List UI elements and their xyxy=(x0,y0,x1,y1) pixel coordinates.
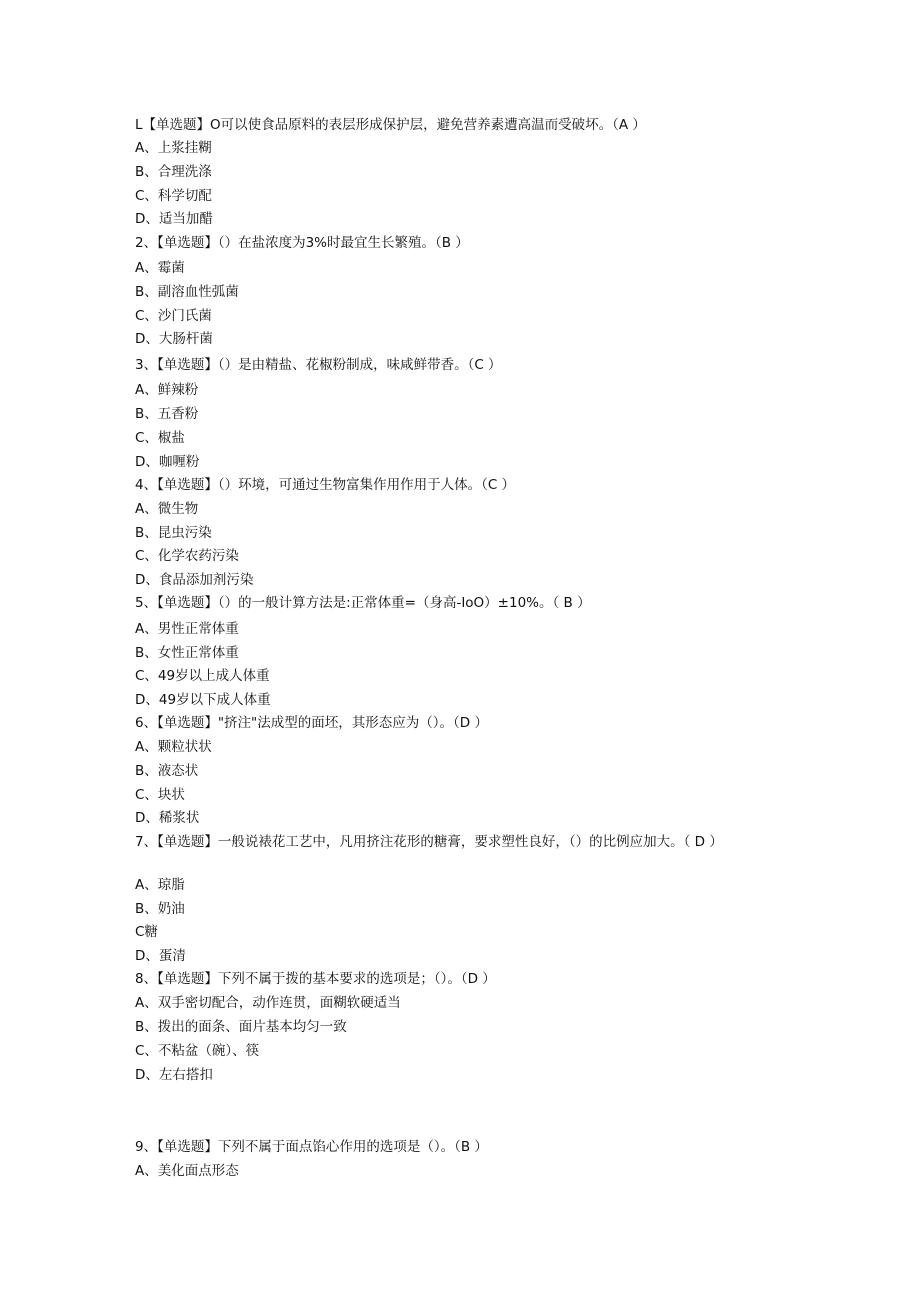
question-4-option-d: D、食品添加剂污染 xyxy=(135,572,254,588)
question-2-option-c: C、沙门氏菌 xyxy=(135,308,212,324)
question-5-stem: 5、【单选题】（）的一般计算方法是:正常体重=（身高-IoO）±10%。（ B ） xyxy=(135,595,591,611)
question-4-option-b: B、昆虫污染 xyxy=(135,525,212,541)
question-4-option-c: C、化学农药污染 xyxy=(135,548,239,564)
question-6-option-a: A、颗粒状状 xyxy=(135,739,212,755)
question-6-option-d: D、稀浆状 xyxy=(135,810,200,826)
question-5-option-b: B、女性正常体重 xyxy=(135,645,239,661)
question-1-stem: L【单选题】O可以使食品原料的表层形成保护层，避免营养素遭高温而受破坏。（A ） xyxy=(135,117,646,133)
question-7-option-c: C糖 xyxy=(135,924,158,940)
question-2-option-a: A、霉菌 xyxy=(135,260,185,276)
question-8-option-a: A、双手密切配合，动作连贯，面糊软硬适当 xyxy=(135,995,401,1011)
question-7-stem: 7、【单选题】一般说裱花工艺中，凡用挤注花形的糖膏，要求塑性良好，（）的比例应加大。（ D ） xyxy=(135,834,723,850)
question-3-stem: 3、【单选题】（）是由精盐、花椒粉制成，味咸鲜带香。（C ） xyxy=(135,357,502,373)
question-2-option-d: D、大肠杆菌 xyxy=(135,331,213,347)
question-7-option-a: A、琼脂 xyxy=(135,877,185,893)
question-6-option-c: C、块状 xyxy=(135,787,185,803)
question-8-stem: 8、【单选题】下列不属于拨的基本要求的选项是；（）。（D ） xyxy=(135,971,496,987)
question-8-option-b: B、拨出的面条、面片基本均匀一致 xyxy=(135,1019,347,1035)
question-1-option-a: A、上浆挂糊 xyxy=(135,140,212,156)
question-5-option-d: D、49岁以下成人体重 xyxy=(135,692,271,708)
question-3-option-d: D、咖喱粉 xyxy=(135,454,200,470)
question-8-option-c: C、不粘盆（碗）、筷 xyxy=(135,1043,260,1059)
question-4-stem: 4、【单选题】（）环境，可通过生物富集作用作用于人体。（C ） xyxy=(135,477,516,493)
question-9-option-a: A、美化面点形态 xyxy=(135,1163,239,1179)
question-2-stem: 2、【单选题】（）在盐浓度为3%时最宜生长繁殖。（B ） xyxy=(135,235,469,251)
question-9-stem: 9、【单选题】下列不属于面点馅心作用的选项是（）。（B ） xyxy=(135,1139,488,1155)
question-4-option-a: A、微生物 xyxy=(135,501,199,517)
question-6-stem: 6、【单选题】"挤注"法成型的面坯，其形态应为（）。（D ） xyxy=(135,715,488,731)
question-7-option-b: B、奶油 xyxy=(135,901,185,917)
question-2-option-b: B、副溶血性弧菌 xyxy=(135,284,239,300)
question-1-option-c: C、科学切配 xyxy=(135,188,212,204)
question-1-option-b: B、合理洗涤 xyxy=(135,164,212,180)
question-3-option-a: A、鲜辣粉 xyxy=(135,382,199,398)
question-6-option-b: B、液态状 xyxy=(135,763,199,779)
question-5-option-a: A、男性正常体重 xyxy=(135,621,239,637)
question-5-option-c: C、49岁以上成人体重 xyxy=(135,668,270,684)
question-8-option-d: D、左右搭扣 xyxy=(135,1067,213,1083)
question-3-option-b: B、五香粉 xyxy=(135,406,199,422)
question-7-option-d: D、蛋清 xyxy=(135,948,186,964)
question-1-option-d: D、适当加醋 xyxy=(135,211,213,227)
question-3-option-c: C、椒盐 xyxy=(135,430,185,446)
